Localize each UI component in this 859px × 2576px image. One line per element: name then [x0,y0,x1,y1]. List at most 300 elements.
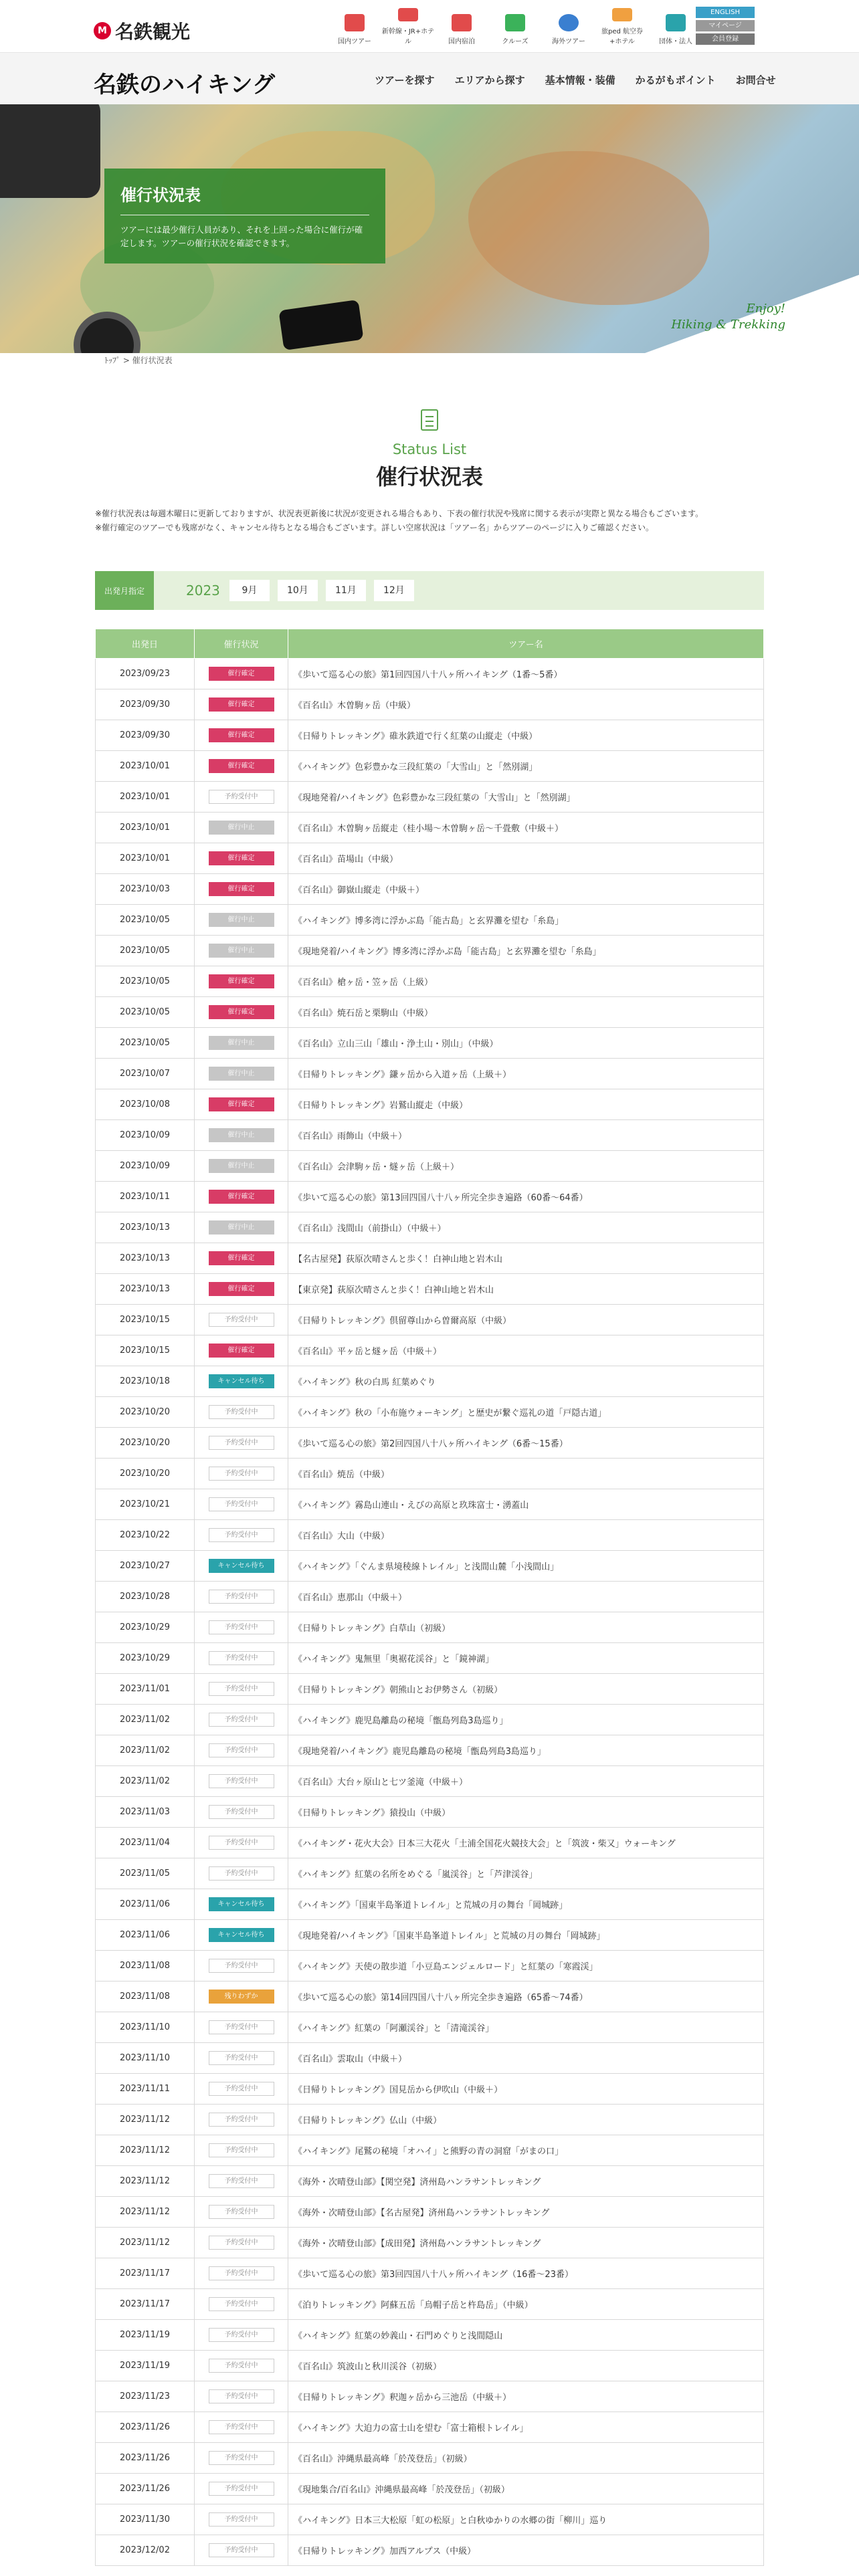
mypage-link[interactable]: マイページ [696,20,755,31]
tour-name-link[interactable]: 《百名山》会津駒ヶ岳・燧ヶ岳（上級＋） [288,1151,764,1182]
nav-tour-search[interactable]: ツアーを探す [375,74,435,86]
departure-date: 2023/10/03 [96,874,195,905]
status-cell [195,1397,288,1428]
status-cell [195,966,288,997]
month-button-9[interactable]: 9月 [229,580,270,601]
table-row [96,1335,764,1366]
month-button-10[interactable]: 10月 [278,580,318,601]
status-cell [195,659,288,689]
status-badge: 催行中止 [209,821,274,835]
departure-date: 2023/10/01 [96,751,195,782]
top-nav-shinkansen[interactable]: 新幹線・JR+ホテル [381,8,435,48]
tour-name-link[interactable]: 《ハイキング》「国東半島峯道トレイル」と荒城の月の舞台「岡城跡」 [288,1889,764,1920]
status-cell [195,1582,288,1612]
company-logo[interactable] [94,17,190,44]
tour-name-link[interactable]: 《百名山》木曽駒ヶ岳（中級） [288,689,764,720]
tour-name-link[interactable]: 《ハイキング》尾鷲の秘境「オハイ」と熊野の青の洞窟「がまの口」 [288,2135,764,2166]
tour-name-link[interactable]: 《百名山》焼石岳と栗駒山（中級） [288,997,764,1028]
departure-date: 2023/11/02 [96,1766,195,1797]
status-cell [195,1674,288,1705]
status-badge: 予約受付中 [209,1620,274,1634]
status-cell [195,2289,288,2320]
status-badge: 予約受付中 [209,790,274,804]
status-cell [195,874,288,905]
nav-contact[interactable]: お問合せ [735,74,776,86]
departure-date: 2023/10/27 [96,1551,195,1582]
table-row [96,689,764,720]
status-badge: 予約受付中 [209,2266,274,2280]
table-row [96,1305,764,1335]
status-badge: 予約受付中 [209,1467,274,1481]
table-row [96,1089,764,1120]
departure-date: 2023/10/07 [96,1059,195,1089]
tour-name-link[interactable]: 《日帰りトレッキング》加西アルプス（中級） [288,2535,764,2566]
table-row [96,1028,764,1059]
status-cell [195,2381,288,2412]
status-badge: 催行確定 [209,697,274,712]
status-cell [195,2043,288,2074]
status-badge: 予約受付中 [209,2389,274,2403]
tour-name-link[interactable]: 《ハイキング》鬼無里「奥裾花渓谷」と「鏡神湖」 [288,1643,764,1674]
tour-name-link[interactable]: 《現地発着/ハイキング》博多湾に浮かぶ島「能古島」と玄界灘を望む「糸島」 [288,936,764,966]
status-badge: 催行中止 [209,944,274,958]
status-table [95,629,764,2566]
departure-date: 2023/11/06 [96,1889,195,1920]
departure-date: 2023/12/02 [96,2535,195,2566]
nav-basic-info[interactable]: 基本情報・装備 [545,74,615,86]
status-badge: 予約受付中 [209,1866,274,1881]
tour-name-link[interactable]: 《日帰りトレッキング》倶留尊山から曽爾高原（中級） [288,1305,764,1335]
status-cell [195,843,288,874]
table-row [96,2105,764,2135]
table-row [96,2535,764,2566]
table-row [96,1459,764,1489]
table-row [96,1582,764,1612]
departure-date: 2023/11/03 [96,1797,195,1828]
status-cell [195,1120,288,1151]
table-row [96,1828,764,1858]
departure-date: 2023/11/11 [96,2074,195,2105]
status-cell [195,1212,288,1243]
status-badge: 予約受付中 [209,2113,274,2127]
departure-date: 2023/10/05 [96,1028,195,1059]
status-cell [195,1551,288,1582]
camera-image [0,104,100,198]
departure-date: 2023/10/09 [96,1120,195,1151]
status-badge: 予約受付中 [209,2512,274,2527]
departure-date: 2023/09/23 [96,659,195,689]
brand-logo[interactable]: 名鉄のハイキング [94,72,275,98]
top-nav-domestic-tour[interactable]: 国内ツアー [328,8,381,48]
table-row [96,966,764,997]
english-link[interactable]: ENGLISH [696,7,755,18]
table-row [96,1981,764,2012]
top-nav-cruise[interactable]: クルーズ [488,8,542,48]
departure-date: 2023/10/20 [96,1428,195,1459]
status-cell [195,1028,288,1059]
tour-name-link[interactable]: 《ハイキング》色彩豊かな三段紅葉の「大雪山」と「然別湖」 [288,751,764,782]
departure-date: 2023/10/13 [96,1243,195,1274]
tour-name-link[interactable]: 《百名山》槍ヶ岳・笠ヶ岳（上級） [288,966,764,997]
status-cell [195,1766,288,1797]
status-badge: 催行中止 [209,1067,274,1081]
departure-date: 2023/10/29 [96,1612,195,1643]
column-header-tour-name: ツアー名 [288,629,764,659]
tour-name-link[interactable]: 《海外・次晴登山部》【関空発】済州島ハンラサントレッキング [288,2166,764,2197]
status-cell [195,1243,288,1274]
tour-name-link[interactable]: 《百名山》大山（中級） [288,1520,764,1551]
tour-name-link[interactable]: 《ハイキング》紅葉の妙義山・石門めぐりと浅間隠山 [288,2320,764,2351]
table-row [96,813,764,843]
main-nav [375,73,796,87]
status-cell [195,997,288,1028]
departure-date: 2023/11/12 [96,2197,195,2228]
table-row [96,720,764,751]
status-badge: キャンセル待ち [209,1374,274,1388]
top-nav-tabiped[interactable]: 旅ped 航空券+ホテル [595,8,649,48]
tour-name-link[interactable]: 《百名山》苗場山（中級） [288,843,764,874]
status-cell [195,2351,288,2381]
status-cell [195,1059,288,1089]
top-header [0,0,859,52]
status-cell [195,1489,288,1520]
ship-icon [505,14,525,31]
departure-date: 2023/10/28 [96,1582,195,1612]
status-cell [195,720,288,751]
status-badge: 予約受付中 [209,1836,274,1850]
status-badge: 催行中止 [209,1159,274,1173]
tour-name-link[interactable]: 《日帰りトレッキング》朝熊山とお伊勢さん（初級） [288,1674,764,1705]
tour-name-link[interactable]: 《日帰りトレッキング》白草山（初級） [288,1612,764,1643]
status-cell [195,1735,288,1766]
tour-name-link[interactable]: 【東京発】荻原次晴さんと歩く！白神山地と岩木山 [288,1274,764,1305]
tour-name-link[interactable]: 《百名山》恵那山（中級＋） [288,1582,764,1612]
table-row [96,2228,764,2258]
status-cell [195,689,288,720]
tour-name-link[interactable]: 《ハイキング》日本三大松原「虹の松原」と白秋ゆかりの水郷の街「柳川」巡り [288,2504,764,2535]
departure-date: 2023/11/02 [96,1735,195,1766]
tour-name-link[interactable]: 《歩いて巡る心の旅》第2回四国八十八ヶ所ハイキング（6番～15番） [288,1428,764,1459]
phone-image [278,300,363,350]
table-row [96,1920,764,1951]
status-badge: 予約受付中 [209,1805,274,1819]
top-links [696,7,755,47]
status-badge: 催行確定 [209,974,274,988]
table-row [96,2166,764,2197]
table-row [96,2381,764,2412]
status-cell [195,1428,288,1459]
tour-name-link[interactable]: 《百名山》大台ヶ原山と七ツ釜滝（中級＋） [288,1766,764,1797]
tour-name-link[interactable]: 《百名山》雲取山（中級＋） [288,2043,764,2074]
departure-date: 2023/10/11 [96,1182,195,1212]
departure-date: 2023/11/26 [96,2443,195,2474]
departure-date: 2023/11/17 [96,2289,195,2320]
departure-date: 2023/11/08 [96,1981,195,2012]
month-filter [95,571,764,610]
table-row [96,1705,764,1735]
filter-year: 2023 [186,582,220,599]
departure-date: 2023/11/19 [96,2320,195,2351]
status-badge: 予約受付中 [209,1436,274,1450]
departure-date: 2023/11/12 [96,2228,195,2258]
month-button-12[interactable]: 12月 [374,580,414,601]
tour-name-link[interactable]: 【名古屋発】荻原次晴さんと歩く！白神山地と岩木山 [288,1243,764,1274]
status-cell [195,2258,288,2289]
status-badge: 予約受付中 [209,2205,274,2219]
status-cell [195,1612,288,1643]
tour-name-link[interactable]: 《ハイキング》大迫力の富士山を望む「富士箱根トレイル」 [288,2412,764,2443]
table-row [96,1612,764,1643]
status-cell [195,2166,288,2197]
status-cell [195,1182,288,1212]
departure-date: 2023/11/04 [96,1828,195,1858]
tour-name-link[interactable]: 《ハイキング》「ぐんま県境稜線トレイル」と浅間山麓「小浅間山」 [288,1551,764,1582]
table-row [96,2412,764,2443]
table-body [96,659,764,2566]
status-badge: 予約受付中 [209,1651,274,1665]
table-row [96,1151,764,1182]
status-cell [195,1920,288,1951]
table-row [96,1674,764,1705]
tour-name-link[interactable]: 《百名山》木曽駒ヶ岳縦走（桂小場～木曽駒ヶ岳～千畳敷（中級＋） [288,813,764,843]
hero-box [104,169,385,263]
status-badge: 催行確定 [209,1005,274,1019]
note-text: ※催行状況表は毎週木曜日に更新しておりますが、状況表更新後に状況が変更される場合もあり、下表の催行状況や残席に関する表示が実際と異なる場合もございます。 [95,509,704,518]
tour-name-link[interactable]: 《現地発着/ハイキング》色彩豊かな三段紅葉の「大雪山」と「然別湖」 [288,782,764,813]
tour-name-link[interactable]: 《歩いて巡る心の旅》第13回四国八十八ヶ所完全歩き遍路（60番～64番） [288,1182,764,1212]
status-cell [195,2320,288,2351]
tour-name-link[interactable]: 《ハイキング》鹿児島離島の秘境「甑島列島3島巡り」 [288,1705,764,1735]
status-cell [195,751,288,782]
status-badge: 予約受付中 [209,2451,274,2465]
hero-description: ツアーには最少催行人員があり、それを上回った場合に催行が確定します。ツアーの催行状況を確認できます。 [120,225,363,248]
status-cell [195,905,288,936]
status-badge: 予約受付中 [209,2482,274,2496]
hero-map-shape [468,151,709,305]
departure-date: 2023/11/08 [96,1951,195,1981]
tour-name-link[interactable]: 《日帰りトレッキング》岩鷲山縦走（中級） [288,1089,764,1120]
tour-name-link[interactable]: 《百名山》沖縄県最高峰「於茂登岳」（初級） [288,2443,764,2474]
hero-banner [0,104,859,353]
table-row [96,905,764,936]
departure-date: 2023/10/15 [96,1335,195,1366]
nav-karugamo-point[interactable]: かるがもポイント [635,74,716,86]
departure-date: 2023/11/30 [96,2504,195,2535]
departure-date: 2023/11/12 [96,2166,195,2197]
departure-date: 2023/10/21 [96,1489,195,1520]
status-badge: 予約受付中 [209,2543,274,2557]
status-badge: 予約受付中 [209,2051,274,2065]
status-cell [195,1797,288,1828]
table-row [96,1059,764,1089]
table-row [96,1212,764,1243]
table-row [96,2320,764,2351]
table-row [96,2012,764,2043]
month-button-11[interactable]: 11月 [326,580,366,601]
departure-date: 2023/11/06 [96,1920,195,1951]
status-badge: 予約受付中 [209,2143,274,2157]
table-row [96,2504,764,2535]
status-badge: 予約受付中 [209,1313,274,1327]
status-cell [195,2197,288,2228]
table-row [96,2443,764,2474]
status-badge: 催行中止 [209,1036,274,1050]
status-cell [195,1151,288,1182]
table-row [96,1428,764,1459]
departure-date: 2023/10/09 [96,1151,195,1182]
departure-date: 2023/09/30 [96,720,195,751]
departure-date: 2023/09/30 [96,689,195,720]
top-nav-group[interactable]: 団体・法人 [649,8,702,48]
table-row [96,782,764,813]
status-badge: 予約受付中 [209,1743,274,1757]
table-row [96,1366,764,1397]
departure-date: 2023/11/12 [96,2105,195,2135]
status-badge: 予約受付中 [209,1682,274,1696]
tour-name-link[interactable]: 《泊りトレッキング》阿蘇五岳「烏帽子岳と杵島岳」（中級） [288,2289,764,2320]
table-row [96,874,764,905]
departure-date: 2023/10/01 [96,782,195,813]
table-row [96,2289,764,2320]
status-badge: キャンセル待ち [209,1897,274,1911]
tour-name-link[interactable]: 《百名山》平ヶ岳と燧ヶ岳（中級＋） [288,1335,764,1366]
table-row [96,1120,764,1151]
status-badge: 残りわずか [209,1990,274,2004]
departure-date: 2023/10/05 [96,936,195,966]
status-cell [195,813,288,843]
tour-name-link[interactable]: 《ハイキング》霧島山連山・えびの高原と玖珠富士・湧蓋山 [288,1489,764,1520]
status-cell [195,2443,288,2474]
status-cell [195,2135,288,2166]
departure-date: 2023/11/23 [96,2381,195,2412]
tour-name-link[interactable]: 《現地発着/ハイキング》「国東半島峯道トレイル」と荒城の月の舞台「岡城跡」 [288,1920,764,1951]
breadcrumb[interactable]: ﾄｯﾌﾟ > 催行状況表 [104,356,173,365]
status-cell [195,2074,288,2105]
column-header-date: 出発日 [96,629,195,659]
tour-name-link[interactable]: 《日帰りトレッキング》鎌ヶ岳から入道ヶ岳（上級＋） [288,1059,764,1089]
status-cell [195,782,288,813]
table-row [96,1551,764,1582]
status-badge: 予約受付中 [209,2174,274,2188]
tour-name-link[interactable]: 《百名山》焼岳（中級） [288,1459,764,1489]
departure-date: 2023/11/01 [96,1674,195,1705]
table-row [96,1274,764,1305]
departure-date: 2023/10/20 [96,1397,195,1428]
departure-date: 2023/11/02 [96,1705,195,1735]
departure-date: 2023/10/22 [96,1520,195,1551]
departure-date: 2023/10/05 [96,997,195,1028]
top-nav-hotel[interactable]: 国内宿泊 [435,8,488,48]
status-badge: 予約受付中 [209,2082,274,2096]
status-badge: 予約受付中 [209,2236,274,2250]
tour-name-link[interactable]: 《ハイキング》秋の「小布施ウォーキング」と歴史が繋ぐ巡礼の道「戸隠古道」 [288,1397,764,1428]
tour-name-link[interactable]: 《ハイキング・花火大会》日本三大花火「土浦全国花火競技大会」と「筑波・柴又」ウォーキング [288,1828,764,1858]
status-badge: 予約受付中 [209,1590,274,1604]
status-cell [195,1089,288,1120]
table-row [96,659,764,689]
tour-name-link[interactable]: 《ハイキング》博多湾に浮かぶ島「能古島」と玄界灘を望む「糸島」 [288,905,764,936]
status-cell [195,2504,288,2535]
departure-date: 2023/10/20 [96,1459,195,1489]
tour-name-link[interactable]: 《日帰りトレッキング》国見岳から伊吹山（中級＋） [288,2074,764,2105]
status-cell [195,1981,288,2012]
tour-name-link[interactable]: 《百名山》浅間山（前掛山）（中級＋） [288,1212,764,1243]
status-badge: 予約受付中 [209,1774,274,1788]
status-cell [195,1858,288,1889]
hero-script-text: Enjoy! Hiking & Trekking [671,302,785,332]
tour-name-link[interactable]: 《百名山》立山三山「雄山・浄土山・別山」（中級） [288,1028,764,1059]
status-badge: 予約受付中 [209,1497,274,1511]
status-cell [195,1335,288,1366]
tour-name-link[interactable]: 《歩いて巡る心の旅》第3回四国八十八ヶ所ハイキング（16番～23番） [288,2258,764,2289]
tour-name-link[interactable]: 《日帰りトレッキング》碓氷鉄道で行く紅葉の山縦走（中級） [288,720,764,751]
status-cell [195,1274,288,1305]
table-row [96,1182,764,1212]
section-heading [0,409,859,491]
tour-name-link[interactable]: 《海外・次晴登山部》【名古屋発】済州島ハンラサントレッキング [288,2197,764,2228]
tour-name-link[interactable]: 《ハイキング》秋の白馬 紅葉めぐり [288,1366,764,1397]
status-cell [195,2412,288,2443]
status-badge: 催行確定 [209,667,274,681]
table-row [96,2135,764,2166]
tour-name-link[interactable]: 《日帰りトレッキング》猿投山（中級） [288,1797,764,1828]
status-cell [195,1705,288,1735]
tour-name-link[interactable]: 《百名山》雨飾山（中級＋） [288,1120,764,1151]
globe-icon [559,14,579,31]
status-badge: 予約受付中 [209,2328,274,2342]
departure-date: 2023/10/13 [96,1274,195,1305]
status-cell [195,2535,288,2566]
top-nav-overseas[interactable]: 海外ツアー [542,8,595,48]
tour-name-link[interactable]: 《現地集合/百名山》沖縄県最高峰「於茂登岳」（初級） [288,2474,764,2504]
tour-name-link[interactable]: 《ハイキング》紅葉の「阿瀬渓谷」と「清滝渓谷」 [288,2012,764,2043]
tour-name-link[interactable]: 《歩いて巡る心の旅》第1回四国八十八ヶ所ハイキング（1番～5番） [288,659,764,689]
train-icon [398,8,418,21]
table-row [96,997,764,1028]
document-icon [421,409,438,431]
tour-name-link[interactable]: 《海外・次晴登山部》【成田発】済州島ハンラサントレッキング [288,2228,764,2258]
note-text: ※催行確定のツアーでも残席がなく、キャンセル待ちとなる場合もございます。詳しい空席状況は「ツアー名」からツアーのページに入りご確認ください。 [95,523,654,532]
departure-date: 2023/10/01 [96,813,195,843]
tour-name-link[interactable]: 《歩いて巡る心の旅》第14回四国八十八ヶ所完全歩き遍路（65番～74番） [288,1981,764,2012]
status-badge: 予約受付中 [209,1528,274,1542]
departure-date: 2023/11/26 [96,2474,195,2504]
status-badge: 予約受付中 [209,2297,274,2311]
nav-area-search[interactable]: エリアから探す [454,74,525,86]
tour-name-link[interactable]: 《百名山》御嶽山縦走（中級＋） [288,874,764,905]
table-row [96,751,764,782]
hero-title: 催行状況表 [120,182,369,215]
table-row [96,1489,764,1520]
tour-name-link[interactable]: 《日帰りトレッキング》釈迦ヶ岳から三池岳（中級＋） [288,2381,764,2412]
table-row [96,1243,764,1274]
tour-name-link[interactable]: 《ハイキング》紅葉の名所をめぐる「嵐渓谷」と「芦津渓谷」 [288,1858,764,1889]
register-link[interactable]: 会員登録 [696,33,755,45]
tour-name-link[interactable]: 《百名山》筑波山と秋川渓谷（初級） [288,2351,764,2381]
column-header-status: 催行状況 [195,629,288,659]
tour-name-link[interactable]: 《日帰りトレッキング》仏山（中級） [288,2105,764,2135]
departure-date: 2023/11/05 [96,1858,195,1889]
table-header-row [96,629,764,659]
company-logo-text: 名鉄観光 [115,21,191,43]
status-cell [195,2012,288,2043]
departure-date: 2023/10/05 [96,966,195,997]
tour-name-link[interactable]: 《ハイキング》天使の散歩道「小豆島エンジェルロード」と紅葉の「寒霞渓」 [288,1951,764,1981]
status-badge: 催行確定 [209,882,274,896]
departure-date: 2023/11/17 [96,2258,195,2289]
status-badge: 予約受付中 [209,2359,274,2373]
tour-name-link[interactable]: 《現地発着/ハイキング》鹿児島離島の秘境「甑島列島3島巡り」 [288,1735,764,1766]
